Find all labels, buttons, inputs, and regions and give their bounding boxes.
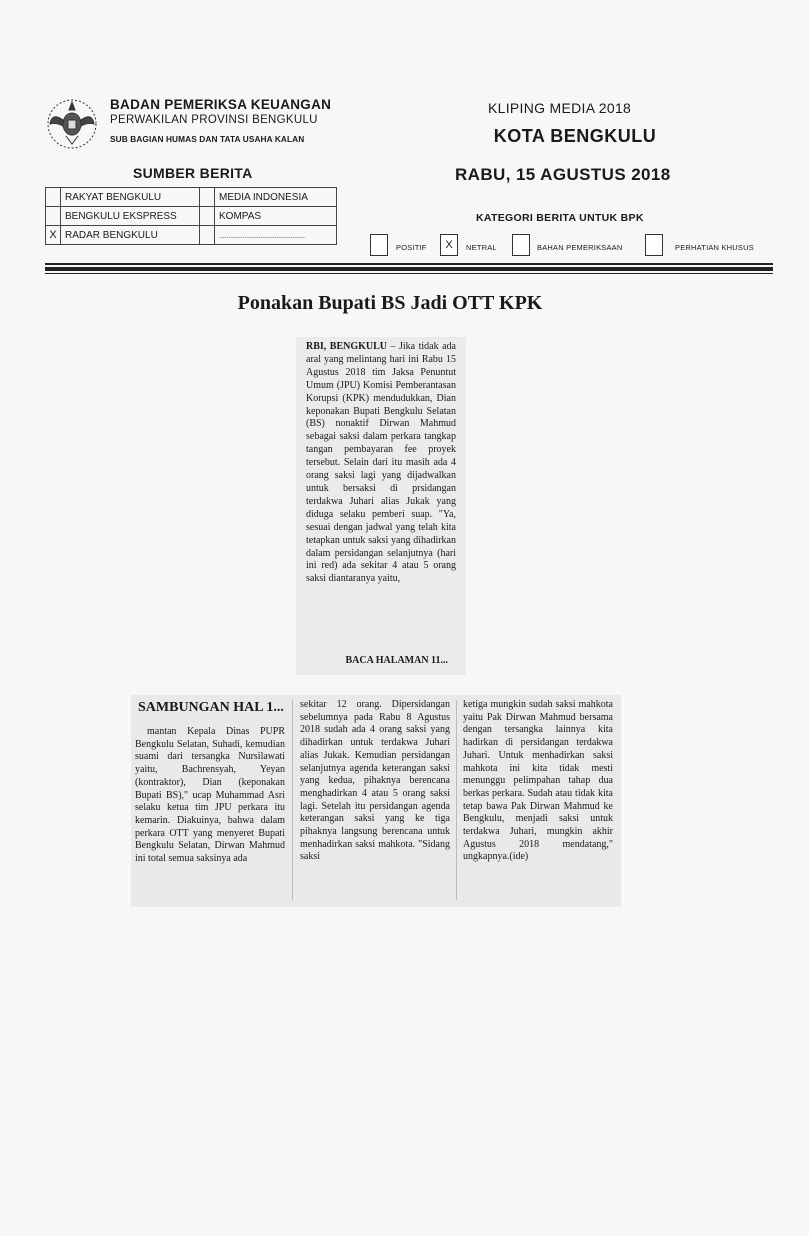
article-lead (306, 341, 456, 586)
article-headline: Ponakan Bupati BS Jadi OTT KPK (237, 292, 543, 314)
continued-on-page: BACA HALAMAN 11... (345, 655, 448, 666)
checkbox-perhatian-khusus[interactable] (645, 234, 663, 256)
header-divider (45, 263, 773, 265)
source-name: RAKYAT BENGKULU (61, 188, 200, 207)
continuation-column-3: ketiga mungkin sudah saksi mahkota yaitu Pak Dirwan Mahmud bersama dengan tersangka lainnya kita hadirkan di persidangan terdakwa Juhari. Untuk menhadirkan saksi mahkota ini kita tidak mesti menunggu pelimpahan tahap dua berkas perkara. Sudah atau tidak kita tetap bawa Pak Dirwan Mahmud ke Bengkulu, menjadi saksi untuk terdakwa Juhari, mungkin akhir Agustus 2018 mendatang," ungkapnya.(ide) (463, 699, 613, 863)
label-positif: POSITIF (396, 243, 427, 252)
article-dateline: RBI, BENGKULU (306, 341, 388, 352)
kategori-title: KATEGORI BERITA UNTUK BPK (476, 212, 644, 224)
continuation-title: SAMBUNGAN HAL 1... (138, 700, 284, 715)
header-divider (45, 267, 773, 271)
source-name: KOMPAS (215, 207, 337, 226)
source-row (46, 207, 337, 226)
bpk-emblem-logo (40, 90, 104, 154)
publication-date: RABU, 15 AGUSTUS 2018 (455, 165, 671, 184)
source-mark (200, 188, 215, 207)
checkbox-bahan-pemeriksaan[interactable] (512, 234, 530, 256)
source-mark (200, 226, 215, 245)
continuation-column-1: mantan Kepala Dinas PUPR Bengkulu Selatan, Suhadi, kemudian suami dari tersangka Nursilawati yaitu, Bachrensyah, Yeyan (kontraktor), Dian (keponakan Bupati BS)," ucap Muhammad Asri selaku ketua tim JPU perkara itu kemarin. Diakuinya, bahwa dalam perkara OTT yang menyeret Bupati Bengkulu Selatan, Dirwan Mahmud ini total semua saksinya ada (135, 726, 285, 865)
source-mark (46, 207, 61, 226)
label-bahan-pemeriksaan: BAHAN PEMERIKSAAN (537, 243, 623, 252)
source-name: RADAR BENGKULU (61, 226, 200, 245)
source-mark (200, 207, 215, 226)
source-name-blank: ................................................ (215, 226, 337, 245)
checkbox-positif[interactable] (370, 234, 388, 256)
kliping-title: KLIPING MEDIA 2018 (488, 100, 632, 116)
checkbox-netral[interactable]: X (440, 234, 458, 256)
org-province: PERWAKILAN PROVINSI BENGKULU (110, 114, 318, 126)
source-mark: X (46, 226, 61, 245)
header-divider (45, 273, 773, 274)
source-name: MEDIA INDONESIA (215, 188, 337, 207)
continuation-column-2: sekitar 12 orang. Dipersidangan sebelumnya pada Rabu 8 Agustus 2018 sudah ada 4 orang saksi yang dihadirkan untuk terdakwa Juhari alias Jukak. Kemudian persidangan selanjutnya agenda keterangan saksi yang kedua, pihaknya berencana menghadirkan 4 atau 5 orang saksi lagi. Setelah itu persidangan agenda keterangan saksi yang ke tiga pihaknya langsung berencana untuk menhadirkan saksi mahkota. "Sidang saksi (300, 699, 450, 863)
label-perhatian-khusus: PERHATIAN KHUSUS (675, 243, 754, 252)
org-name: BADAN PEMERIKSA KEUANGAN (110, 97, 332, 112)
source-table (45, 187, 337, 245)
source-row (46, 188, 337, 207)
source-row (46, 226, 337, 245)
source-name: BENGKULU EKSPRESS (61, 207, 200, 226)
column-separator (456, 700, 457, 900)
column-separator (292, 700, 293, 900)
sumber-berita-title: SUMBER BERITA (133, 165, 253, 181)
org-subdivision: SUB BAGIAN HUMAS DAN TATA USAHA KALAN (110, 134, 305, 144)
article-lead-text: – Jika tidak ada aral yang melintang hari ini Rabu 15 Agustus 2018 tim Jaksa Penuntut Umum (JPU) Komisi Pemberantasan Korupsi (KPK) mendudukkan, Dian keponakan Bupati Bengkulu Selatan (BS) nonaktif Dirwan Mahmud sebagai saksi dalam perkara tangkap tangan pembayaran fee proyek tersebut. Selain dari itu masih ada 4 orang saksi lagi yang dijadwalkan untuk bersaksi di prsidangan terdakwa Juhari alias Jukak yang diduga selaku pemberi suap. "Ya, sesuai dengan jadwal yang telah kita tetapkan untuk saksi yang dihadirkan dalam persidangan selanjutnya (hari ini red) ada sekitar 4 atau 5 orang saksi diantaranya yaitu, (306, 341, 456, 585)
city-title: KOTA BENGKULU (493, 126, 657, 146)
source-mark (46, 188, 61, 207)
label-netral: NETRAL (466, 243, 497, 252)
